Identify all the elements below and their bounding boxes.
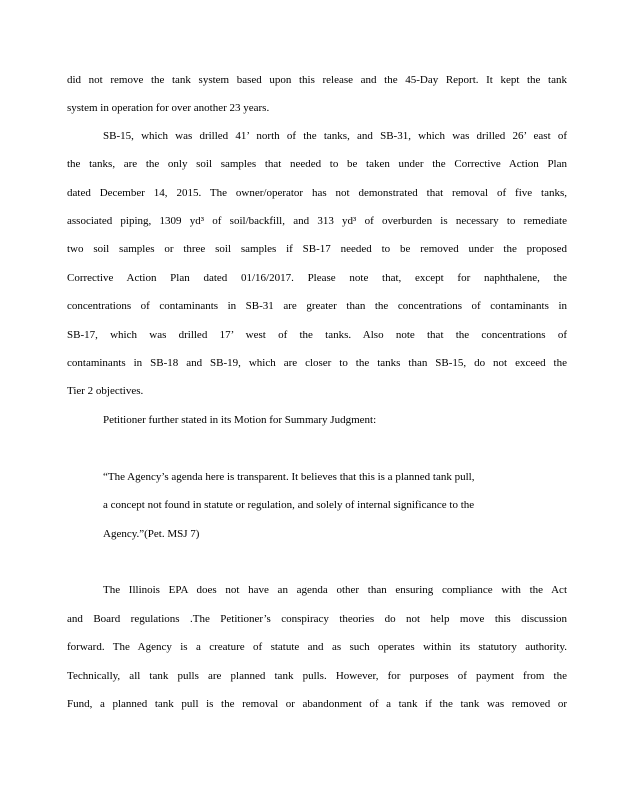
text-line: and Board regulations .The Petitioner’s conspiracy theories do not help move this discussion xyxy=(67,613,567,625)
block-quote-line: “The Agency’s agenda here is transparent. It believes that this is a planned tank pull, xyxy=(103,471,475,483)
paragraph-first-line: Petitioner further stated in its Motion for Summary Judgment: xyxy=(103,414,377,426)
text-line: system in operation for over another 23 years. xyxy=(67,102,270,114)
paragraph-first-line: SB-15, which was drilled 41’ north of the tanks, and SB-31, which was drilled 26’ east of xyxy=(103,130,567,142)
text-line: associated piping, 1309 yd³ of soil/backfill, and 313 yd³ of overburden is necessary to remediate xyxy=(67,215,567,227)
paragraph-first-line: The Illinois EPA does not have an agenda other than ensuring compliance with the Act xyxy=(103,584,567,596)
text-line: SB-17, which was drilled 17’ west of the tanks. Also note that the concentrations of xyxy=(67,329,567,341)
block-quote-line: a concept not found in statute or regulation, and solely of internal significance to the xyxy=(103,499,475,511)
text-line: the tanks, are the only soil samples that needed to be taken under the Corrective Action Plan xyxy=(67,158,567,170)
text-line: Technically, all tank pulls are planned tank pulls. However, for purposes of payment from the xyxy=(67,670,567,682)
text-line: two soil samples or three soil samples if SB-17 needed to be removed under the proposed xyxy=(67,243,567,255)
text-line: Tier 2 objectives. xyxy=(67,385,144,397)
text-line: did not remove the tank system based upon this release and the 45-Day Report. It kept the tank xyxy=(67,74,567,86)
block-quote-line: Agency.”(Pet. MSJ 7) xyxy=(103,528,200,540)
text-line: dated December 14, 2015. The owner/operator has not demonstrated that removal of five tanks, xyxy=(67,187,567,199)
text-line: forward. The Agency is a creature of statute and as such operates within its statutory authority. xyxy=(67,641,567,653)
text-line: Corrective Action Plan dated 01/16/2017. Please note that, except for naphthalene, the xyxy=(67,272,567,284)
text-line: concentrations of contaminants in SB-31 are greater than the concentrations of contaminants in xyxy=(67,300,567,312)
text-line: Fund, a planned tank pull is the removal or abandonment of a tank if the tank was removed or xyxy=(67,698,567,710)
text-line: contaminants in SB-18 and SB-19, which are closer to the tanks than SB-15, do not exceed the xyxy=(67,357,567,369)
